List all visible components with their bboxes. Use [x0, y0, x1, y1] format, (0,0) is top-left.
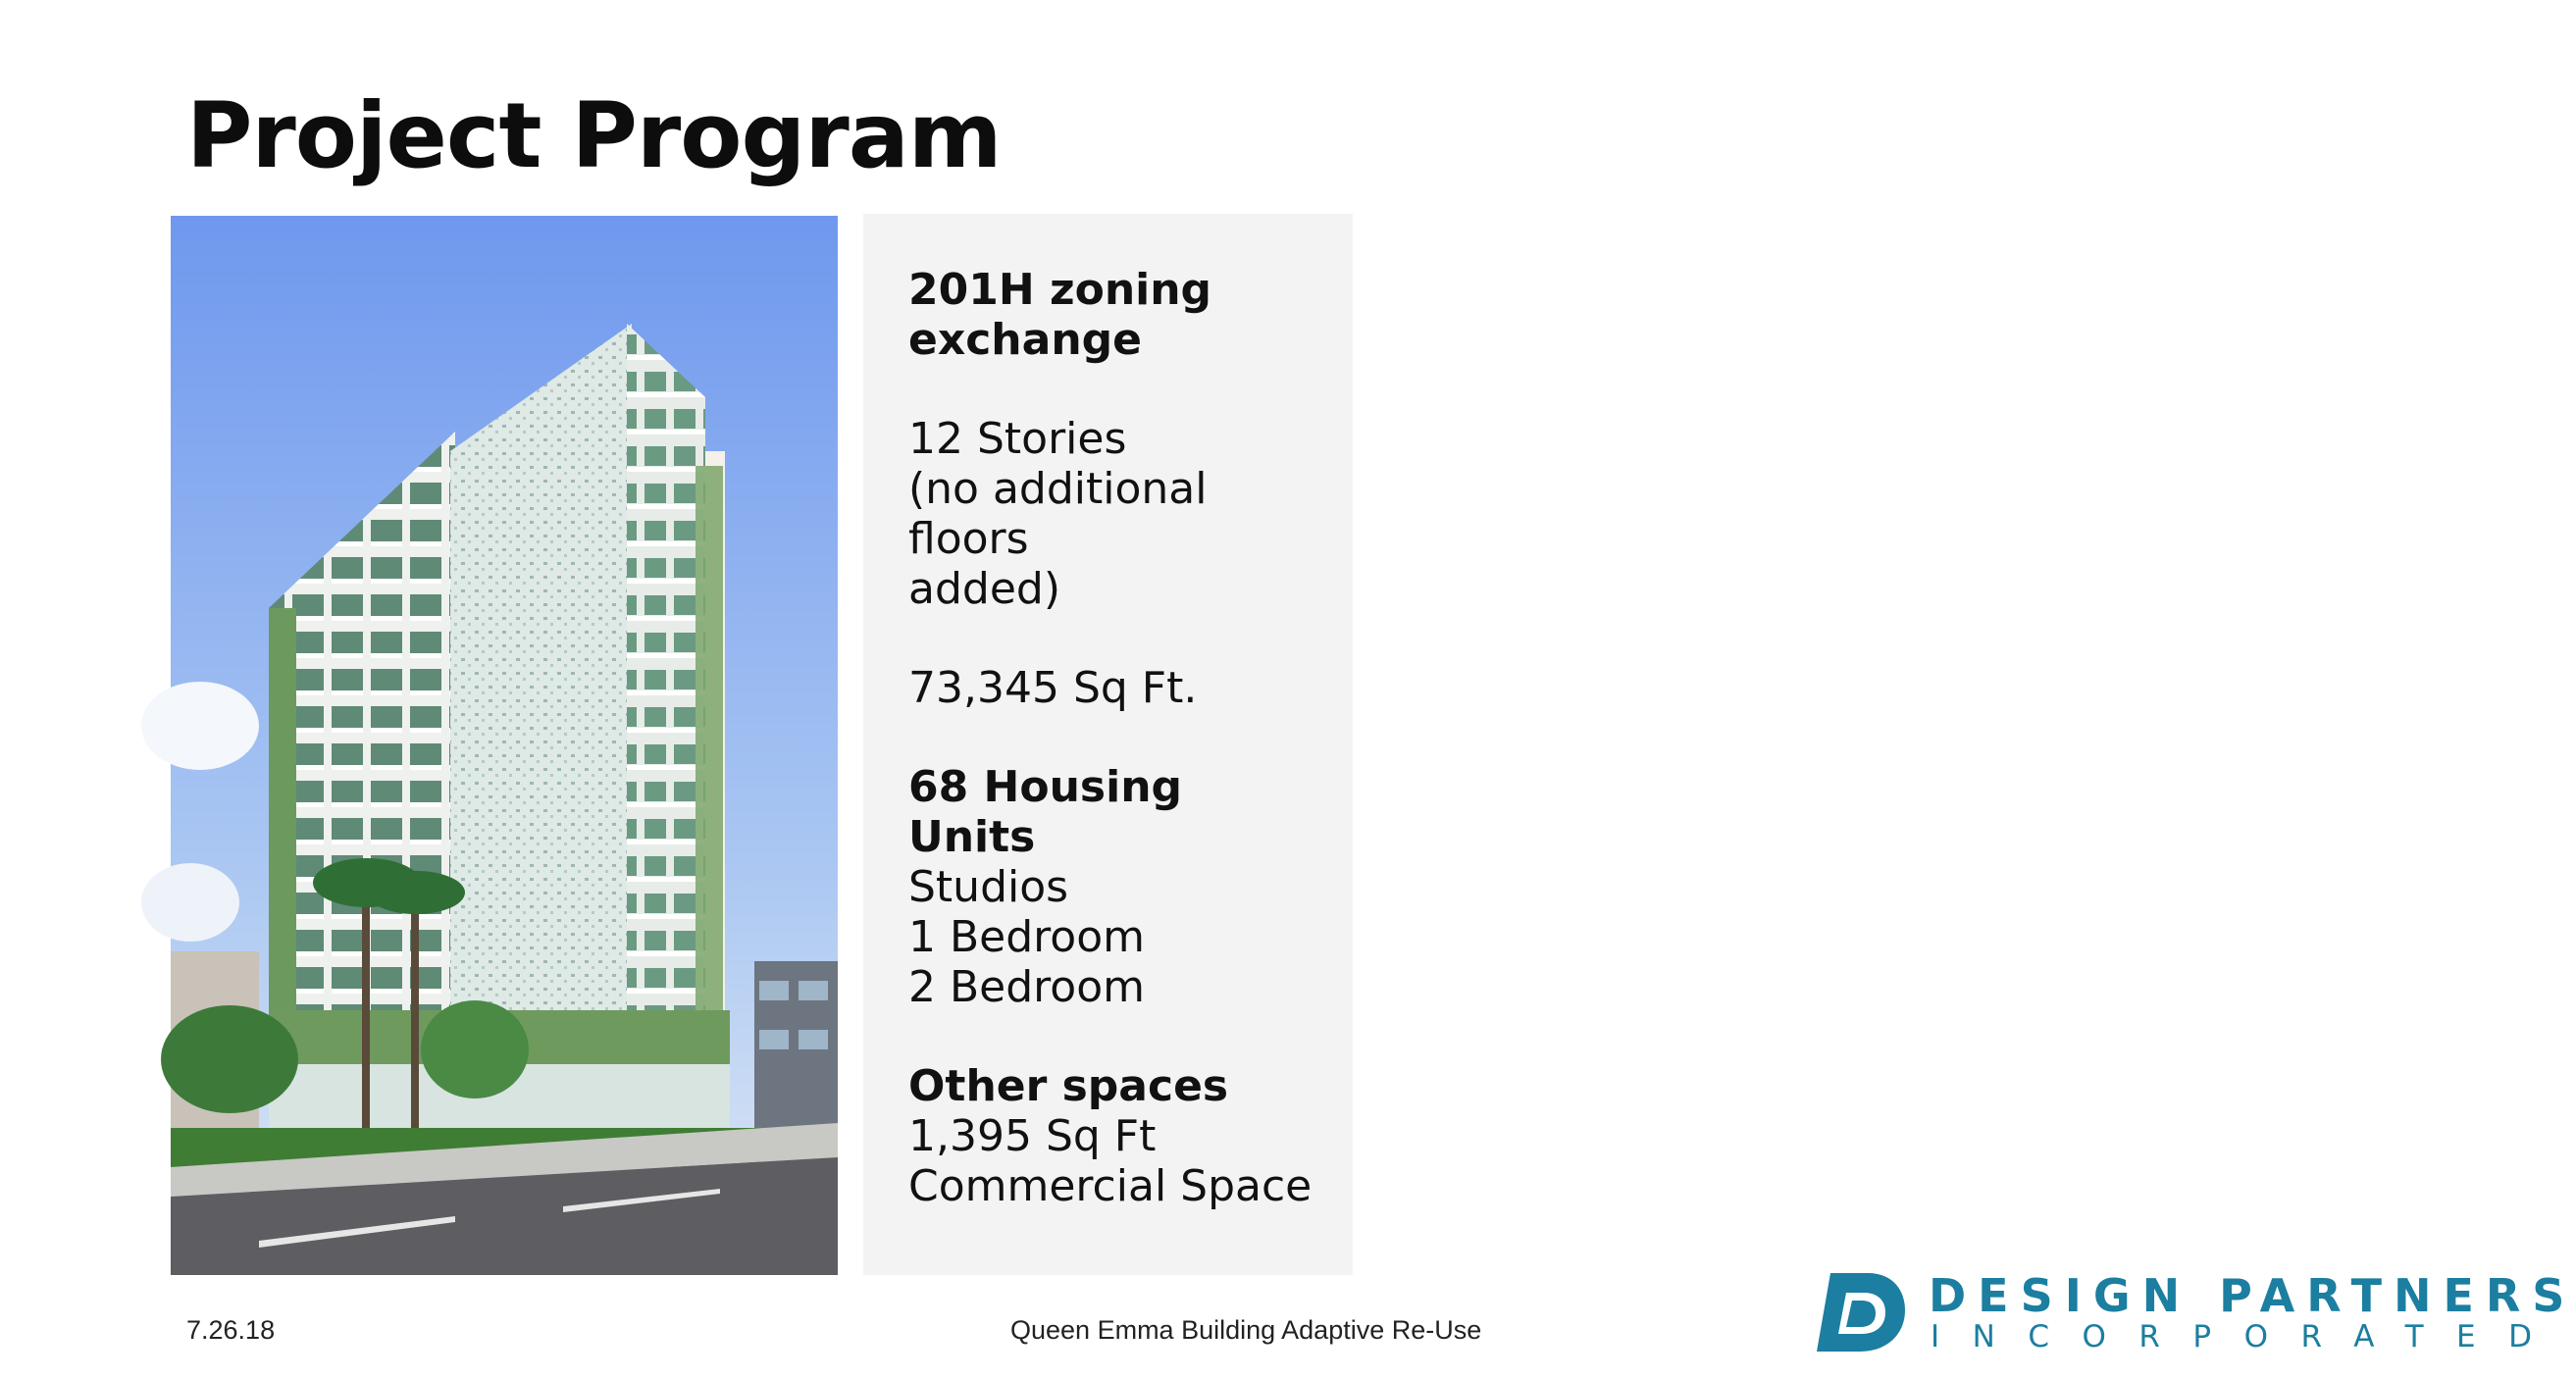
logo-mark-icon — [1817, 1271, 1907, 1353]
stories-line3: added) — [908, 564, 1060, 614]
stories-block — [908, 414, 1315, 614]
housing-item: 2 Bedroom — [908, 962, 1145, 1012]
company-logo — [1817, 1269, 2576, 1355]
stories-line2: (no additional floors — [908, 464, 1208, 564]
other-spaces-block — [908, 1061, 1315, 1211]
zoning-block — [908, 265, 1315, 365]
housing-heading: 68 Housing Units — [908, 762, 1183, 862]
other-spaces-line1: 1,395 Sq Ft — [908, 1111, 1157, 1161]
zoning-heading-line2: exchange — [908, 315, 1142, 365]
footer-date: 7.26.18 — [186, 1315, 276, 1345]
slide-title: Project Program — [186, 83, 1002, 188]
other-spaces-heading: Other spaces — [908, 1061, 1229, 1111]
area-block — [908, 663, 1315, 713]
logo-text-line2: INCORPORATED — [1931, 1319, 2565, 1354]
housing-block — [908, 762, 1315, 1012]
program-panel — [863, 214, 1353, 1275]
housing-item: Studios — [908, 862, 1069, 912]
footer-project-title: Queen Emma Building Adaptive Re-Use — [1010, 1315, 1482, 1345]
building-rendering-image — [171, 216, 838, 1275]
zoning-heading-line1: 201H zoning — [908, 265, 1212, 315]
other-spaces-line2: Commercial Space — [908, 1161, 1313, 1211]
area-text: 73,345 Sq Ft. — [908, 663, 1198, 713]
housing-item: 1 Bedroom — [908, 912, 1145, 962]
logo-text-line1: DESIGN PARTNERS — [1929, 1269, 2576, 1322]
stories-line1: 12 Stories — [908, 414, 1127, 464]
